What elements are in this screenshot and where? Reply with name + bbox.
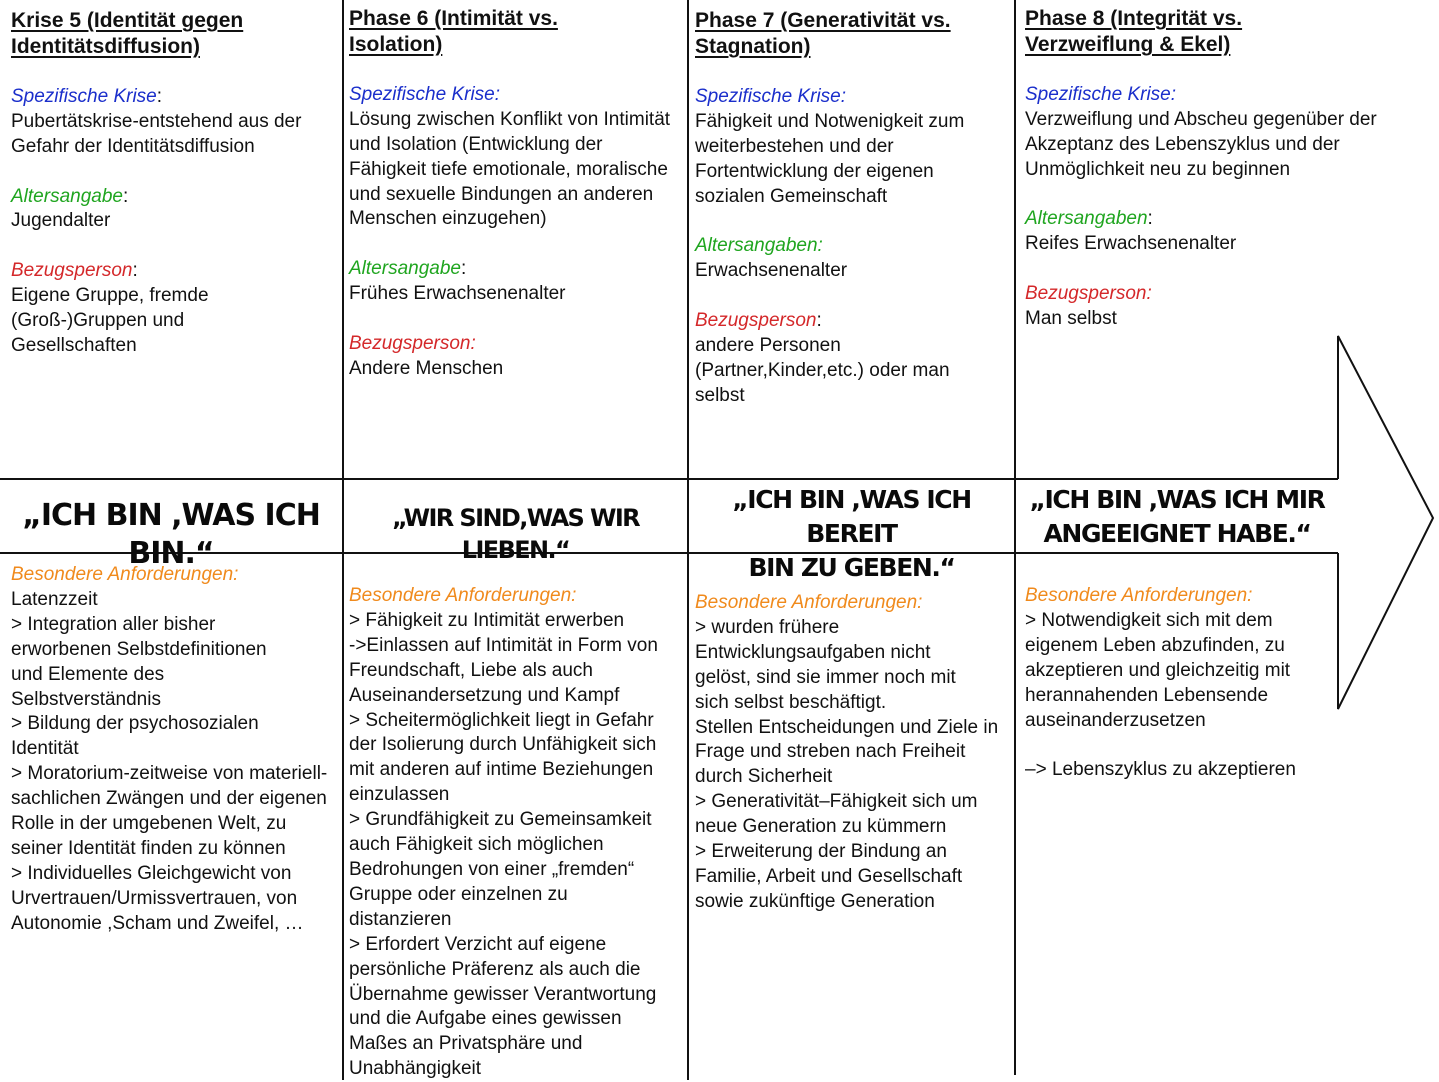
requirements-label: Besondere Anforderungen: <box>349 585 577 606</box>
requirement-line: Latenzzeit <box>11 588 98 610</box>
age-label: Altersangaben: <box>695 235 823 257</box>
column-phase-8-top: Phase 8 (Integrität vs. Verzweiflung & Ekel) Spezifische Krise: Verzweiflung und Abscheu gegenüber der Akzeptanz des Lebenszyklus und der Unmöglichkeit neu zu beginnen Altersangaben: Reifes Erwachsenenalter Bezugsperson: Man selbst <box>1025 6 1420 332</box>
crisis-text: Fähigkeit und Notwenigkeit zum weiterbestehen und der Fortentwicklung der eigenen sozialen Gemeinschaft <box>695 110 965 207</box>
requirement-line: > Bildung der psychosozialen Identität <box>11 713 259 760</box>
person-text: Eigene Gruppe, fremde (Groß-)Gruppen und Gesellschaften <box>11 285 209 356</box>
motto-line: „ICH BIN ,WAS ICH BEREIT <box>732 485 971 548</box>
crisis-label: Spezifische Krise <box>11 85 157 107</box>
motto-phase-7 <box>689 483 1014 585</box>
crisis-text: Lösung zwischen Konflikt von Intimität und Isolation (Entwicklung der Fähigkeit tiefe emotionale, moralische und sexuelle Bindungen an anderen Menschen einzugehen) <box>349 108 671 230</box>
requirement-line: > Individuelles Gleichgewicht von Urvertrauen/Urmissvertrauen, von Autonomie ,Scham und Zweifel, … <box>11 862 304 934</box>
requirement-line: ->Einlassen auf Intimität in Form von Freundschaft, Liebe als auch Auseinandersetzung und Kampf <box>349 634 658 706</box>
arrow-head <box>1338 336 1433 709</box>
column-phase-7-top: Phase 7 (Generativität vs. Stagnation) Spezifische Krise: Fähigkeit und Notwenigkeit zum weiterbestehen und der Fortentwicklung der eigenen sozialen Gemeinschaft Altersangaben: Erwachsenenalter Bezugsperson: andere Personen (Partner,Kinder,etc.) oder man selbst <box>695 8 1005 409</box>
person-label: Bezugsperson: <box>1025 283 1152 305</box>
requirement-line: > Fähigkeit zu Intimität erwerben <box>349 609 625 631</box>
motto-phase-8 <box>1016 483 1338 551</box>
person-label: Bezugsperson <box>695 310 817 332</box>
motto-line: „ICH BIN ,WAS ICH BIN.“ <box>22 498 320 571</box>
requirements-label: Besondere Anforderungen: <box>695 592 923 613</box>
crisis-label: Spezifische Krise: <box>349 83 501 105</box>
requirement-line: –> Lebenszyklus zu akzeptieren <box>1025 759 1296 781</box>
age-label: Altersangabe <box>349 258 461 280</box>
person-text: Andere Menschen <box>349 357 504 379</box>
column-title: Phase 7 (Generativität vs. Stagnation) <box>695 9 951 58</box>
requirements-label: Besondere Anforderungen: <box>11 564 239 585</box>
age-label: Altersangabe <box>11 185 123 207</box>
person-text: andere Personen (Partner,Kinder,etc.) oder man selbst <box>695 334 950 406</box>
requirements-label: Besondere Anforderungen: <box>1025 585 1253 606</box>
motto-line: ANGEEIGNET HABE.“ <box>1043 519 1311 548</box>
requirement-line: > Grundfähigkeit zu Gemeinsamkeit auch Fähigkeit sich möglichen Bedrohungen von einer „fremden“ Gruppe oder einzelnen zu distanzieren <box>349 809 652 930</box>
age-text: Jugendalter <box>11 210 111 232</box>
requirement-line: > Scheitermöglichkeit liegt in Gefahr der Isolierung durch Unfähigkeit sich mit anderen auf intime Beziehungen einzulassen <box>349 709 657 806</box>
motto-phase-5 <box>0 497 342 573</box>
requirement-line: Stellen Entscheidungen und Ziele in Frage und streben nach Freiheit durch Sicherheit <box>695 716 999 788</box>
person-label: Bezugsperson <box>11 260 133 282</box>
column-title: Phase 6 (Intimität vs. Isolation) <box>349 7 558 56</box>
motto-line: „ICH BIN ,WAS ICH MIR <box>1029 485 1325 514</box>
motto-phase-6 <box>344 502 687 566</box>
motto-line: BIN ZU GEBEN.“ <box>748 553 955 582</box>
person-text: Man selbst <box>1025 308 1117 330</box>
requirement-line: > Notwendigkeit sich mit dem eigenem Leben abzufinden, zu akzeptieren und gleichzeitig mit herannahenden Lebensende auseinanderzusetzen <box>1025 609 1291 731</box>
crisis-text: Verzweiflung und Abscheu gegenüber der Akzeptanz des Lebenszyklus und der Unmöglichkeit neu zu beginnen <box>1025 108 1377 180</box>
column-phase-5-top: Krise 5 (Identität gegen Identitätsdiffusion) Spezifische Krise: Pubertätskrise-entstehend aus der Gefahr der Identitätsdiffusion Altersangabe: Jugendalter Bezugsperson: Eigene Gruppe, fremde (Groß-)Gruppen und Gesellschaften <box>11 8 336 359</box>
requirement-line: > Erweiterung der Bindung an Familie, Arbeit und Gesellschaft sowie zukünftige Generation <box>695 841 963 912</box>
column-title: Krise 5 (Identität gegen Identitätsdiffusion) <box>11 9 244 58</box>
motto-line: „WIR SIND,WAS WIR LIEBEN.“ <box>391 504 640 564</box>
age-text: Reifes Erwachsenenalter <box>1025 233 1237 255</box>
column-phase-8-requirements <box>1025 584 1335 783</box>
requirement-line: > Moratorium-zeitweise von materiell-sachlichen Zwängen und der eigenen Rolle in der umgebenen Welt, zu seiner Identität finden zu können <box>11 763 328 859</box>
column-phase-6-top: Phase 6 (Intimität vs. Isolation) Spezifische Krise: Lösung zwischen Konflikt von Intimität und Isolation (Entwicklung der Fähigkeit tiefe emotionale, moralische und sexuelle Bindungen an anderen Menschen einzugehen) Altersangabe: Frühes Erwachsenenalter Bezugsperson: Andere Menschen <box>349 6 674 382</box>
age-label: Altersangaben <box>1025 208 1148 230</box>
requirement-line: > wurden frühere Entwicklungsaufgaben nicht gelöst, sind sie immer noch mit sich selbst beschäftigt. <box>695 616 956 713</box>
age-text: Frühes Erwachsenenalter <box>349 283 566 305</box>
column-phase-6-requirements <box>349 584 674 1082</box>
column-phase-5-requirements <box>11 563 336 937</box>
requirement-line: > Integration aller bisher erworbenen Selbstdefinitionen und Elemente des Selbstverständnis <box>11 613 267 710</box>
age-text: Erwachsenenalter <box>695 260 848 282</box>
crisis-text: Pubertätskrise-entstehend aus der Gefahr der Identitätsdiffusion <box>11 110 302 157</box>
column-title: Phase 8 (Integrität vs. Verzweiflung & Ekel) <box>1025 7 1243 56</box>
crisis-label: Spezifische Krise: <box>1025 83 1177 105</box>
requirement-line: > Erfordert Verzicht auf eigene persönliche Präferenz als auch die Übernahme gewisser Verantwortung und die Aufgabe eines gewissen Maßes an Privatsphäre und Unabhängigkeit <box>349 933 657 1080</box>
crisis-label: Spezifische Krise: <box>695 85 847 107</box>
column-phase-7-requirements <box>695 591 1007 915</box>
person-label: Bezugsperson: <box>349 332 476 354</box>
requirement-line: > Generativität–Fähigkeit sich um neue Generation zu kümmern <box>695 791 978 838</box>
